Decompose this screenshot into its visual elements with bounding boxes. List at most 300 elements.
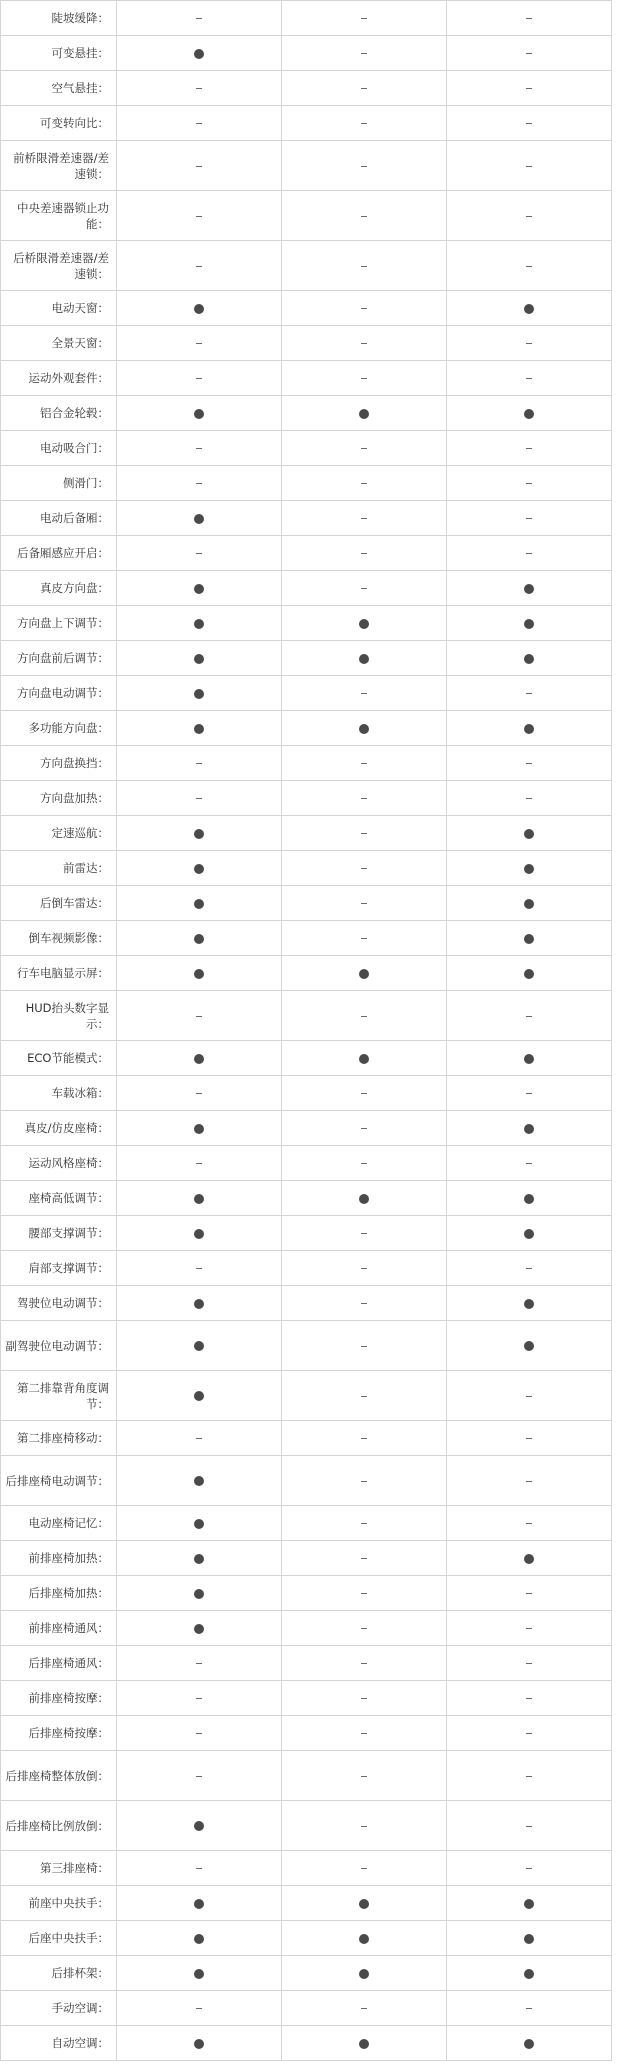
not-available-dash-icon <box>196 1868 202 1869</box>
not-available-dash-icon <box>526 18 532 19</box>
not-available-dash-icon <box>361 1628 367 1629</box>
not-available-dash-icon <box>361 88 367 89</box>
feature-value-cell <box>447 291 612 326</box>
table-row <box>1 1371 612 1421</box>
not-available-dash-icon <box>526 553 532 554</box>
feature-value-cell <box>282 1851 447 1886</box>
not-available-dash-icon <box>361 1233 367 1234</box>
table-row <box>1 141 612 191</box>
feature-label: 后倒车雷达： <box>1 886 117 921</box>
feature-value-cell <box>447 676 612 711</box>
standard-dot-icon <box>524 969 534 979</box>
feature-value-cell <box>282 191 447 241</box>
feature-label: 驾驶位电动调节： <box>1 1286 117 1321</box>
feature-value-cell <box>282 1371 447 1421</box>
not-available-dash-icon <box>526 1016 532 1017</box>
feature-label: 自动空调： <box>1 2026 117 2061</box>
not-available-dash-icon <box>361 123 367 124</box>
not-available-dash-icon <box>361 1868 367 1869</box>
feature-label: HUD抬头数字显示： <box>1 991 117 1041</box>
feature-value-cell <box>447 1956 612 1991</box>
table-row <box>1 1801 612 1851</box>
feature-value-cell <box>447 1716 612 1751</box>
standard-dot-icon <box>524 1554 534 1564</box>
feature-value-cell <box>282 1 447 36</box>
feature-value-cell <box>447 1611 612 1646</box>
standard-dot-icon <box>194 1821 204 1831</box>
feature-label: 后排座椅比例放倒： <box>1 1801 117 1851</box>
feature-value-cell <box>447 1801 612 1851</box>
standard-dot-icon <box>524 1194 534 1204</box>
feature-label: 前排座椅按摩： <box>1 1681 117 1716</box>
standard-dot-icon <box>524 864 534 874</box>
feature-label: 方向盘上下调节： <box>1 606 117 641</box>
standard-dot-icon <box>359 1934 369 1944</box>
feature-value-cell <box>117 1956 282 1991</box>
not-available-dash-icon <box>361 448 367 449</box>
not-available-dash-icon <box>196 123 202 124</box>
not-available-dash-icon <box>361 763 367 764</box>
feature-value-cell <box>447 1681 612 1716</box>
table-row <box>1 431 612 466</box>
feature-value-cell <box>447 641 612 676</box>
standard-dot-icon <box>359 1969 369 1979</box>
standard-dot-icon <box>524 1054 534 1064</box>
feature-label: 陡坡缓降： <box>1 1 117 36</box>
feature-value-cell <box>447 326 612 361</box>
standard-dot-icon <box>524 1341 534 1351</box>
feature-label: 后排座椅整体放倒： <box>1 1751 117 1801</box>
not-available-dash-icon <box>526 1776 532 1777</box>
feature-value-cell <box>117 921 282 956</box>
feature-value-cell <box>282 676 447 711</box>
feature-value-cell <box>282 851 447 886</box>
feature-value-cell <box>282 1646 447 1681</box>
not-available-dash-icon <box>526 1481 532 1482</box>
feature-value-cell <box>117 1111 282 1146</box>
feature-value-cell <box>117 641 282 676</box>
not-available-dash-icon <box>526 448 532 449</box>
standard-dot-icon <box>524 584 534 594</box>
table-row <box>1 1541 612 1576</box>
standard-dot-icon <box>194 1624 204 1634</box>
feature-label: 前座中央扶手： <box>1 1886 117 1921</box>
feature-value-cell <box>117 1646 282 1681</box>
not-available-dash-icon <box>361 1593 367 1594</box>
feature-value-cell <box>282 1886 447 1921</box>
feature-value-cell <box>117 141 282 191</box>
feature-value-cell <box>117 1751 282 1801</box>
table-row <box>1 1421 612 1456</box>
standard-dot-icon <box>194 829 204 839</box>
feature-label: 后桥限滑差速器/差速锁： <box>1 241 117 291</box>
feature-value-cell <box>447 431 612 466</box>
feature-value-cell <box>117 991 282 1041</box>
not-available-dash-icon <box>526 1663 532 1664</box>
standard-dot-icon <box>194 409 204 419</box>
feature-value-cell <box>282 1801 447 1851</box>
standard-dot-icon <box>194 1589 204 1599</box>
feature-value-cell <box>447 1076 612 1111</box>
not-available-dash-icon <box>196 763 202 764</box>
table-row <box>1 816 612 851</box>
feature-value-cell <box>117 1371 282 1421</box>
table-row <box>1 241 612 291</box>
feature-value-cell <box>447 1541 612 1576</box>
feature-value-cell <box>117 1041 282 1076</box>
feature-label: 多功能方向盘： <box>1 711 117 746</box>
not-available-dash-icon <box>361 1698 367 1699</box>
not-available-dash-icon <box>361 1268 367 1269</box>
feature-value-cell <box>282 606 447 641</box>
standard-dot-icon <box>359 969 369 979</box>
table-row <box>1 1681 612 1716</box>
table-row <box>1 291 612 326</box>
not-available-dash-icon <box>361 1733 367 1734</box>
not-available-dash-icon <box>361 1438 367 1439</box>
not-available-dash-icon <box>196 378 202 379</box>
feature-label: 电动吸合门： <box>1 431 117 466</box>
table-row <box>1 361 612 396</box>
not-available-dash-icon <box>196 1093 202 1094</box>
feature-label: ECO节能模式： <box>1 1041 117 1076</box>
not-available-dash-icon <box>361 1776 367 1777</box>
feature-label: 电动后备厢： <box>1 501 117 536</box>
feature-label: 肩部支撑调节： <box>1 1251 117 1286</box>
table-row <box>1 571 612 606</box>
not-available-dash-icon <box>361 693 367 694</box>
table-row <box>1 1956 612 1991</box>
not-available-dash-icon <box>361 483 367 484</box>
feature-label: 后排座椅加热： <box>1 1576 117 1611</box>
not-available-dash-icon <box>526 123 532 124</box>
feature-value-cell <box>447 1991 612 2026</box>
feature-value-cell <box>117 1681 282 1716</box>
feature-value-cell <box>117 1921 282 1956</box>
feature-value-cell <box>282 1576 447 1611</box>
not-available-dash-icon <box>361 1396 367 1397</box>
standard-dot-icon <box>194 1519 204 1529</box>
feature-value-cell <box>282 361 447 396</box>
table-row <box>1 1576 612 1611</box>
table-row <box>1 501 612 536</box>
feature-value-cell <box>282 641 447 676</box>
not-available-dash-icon <box>361 1481 367 1482</box>
feature-value-cell <box>447 1646 612 1681</box>
not-available-dash-icon <box>361 938 367 939</box>
not-available-dash-icon <box>196 18 202 19</box>
standard-dot-icon <box>194 899 204 909</box>
table-row <box>1 71 612 106</box>
not-available-dash-icon <box>196 2008 202 2009</box>
feature-value-cell <box>117 571 282 606</box>
table-row <box>1 956 612 991</box>
feature-label: 车载冰箱： <box>1 1076 117 1111</box>
table-row <box>1 851 612 886</box>
feature-value-cell <box>447 1146 612 1181</box>
feature-value-cell <box>447 106 612 141</box>
standard-dot-icon <box>194 1124 204 1134</box>
not-available-dash-icon <box>526 483 532 484</box>
feature-value-cell <box>447 921 612 956</box>
not-available-dash-icon <box>526 1733 532 1734</box>
feature-value-cell <box>447 1251 612 1286</box>
not-available-dash-icon <box>361 53 367 54</box>
standard-dot-icon <box>194 1476 204 1486</box>
feature-value-cell <box>117 1076 282 1111</box>
standard-dot-icon <box>524 409 534 419</box>
feature-label: 后排座椅电动调节： <box>1 1456 117 1506</box>
not-available-dash-icon <box>526 216 532 217</box>
standard-dot-icon <box>524 1124 534 1134</box>
feature-value-cell <box>447 781 612 816</box>
feature-value-cell <box>282 36 447 71</box>
feature-value-cell <box>447 191 612 241</box>
feature-label: 方向盘前后调节： <box>1 641 117 676</box>
table-row <box>1 326 612 361</box>
feature-label: 第二排靠背角度调节： <box>1 1371 117 1421</box>
not-available-dash-icon <box>196 1776 202 1777</box>
table-row <box>1 1851 612 1886</box>
table-row <box>1 1 612 36</box>
feature-value-cell <box>447 886 612 921</box>
standard-dot-icon <box>194 969 204 979</box>
feature-value-cell <box>117 711 282 746</box>
feature-value-cell <box>117 1251 282 1286</box>
table-row <box>1 36 612 71</box>
not-available-dash-icon <box>526 518 532 519</box>
feature-value-cell <box>117 466 282 501</box>
not-available-dash-icon <box>361 833 367 834</box>
feature-value-cell <box>282 1216 447 1251</box>
feature-label: 行车电脑显示屏： <box>1 956 117 991</box>
feature-value-cell <box>282 106 447 141</box>
not-available-dash-icon <box>361 18 367 19</box>
feature-value-cell <box>447 1421 612 1456</box>
standard-dot-icon <box>194 1554 204 1564</box>
feature-value-cell <box>447 71 612 106</box>
table-row <box>1 921 612 956</box>
standard-dot-icon <box>359 1054 369 1064</box>
standard-dot-icon <box>194 654 204 664</box>
not-available-dash-icon <box>526 1628 532 1629</box>
feature-value-cell <box>282 956 447 991</box>
feature-value-cell <box>117 326 282 361</box>
feature-value-cell <box>117 536 282 571</box>
not-available-dash-icon <box>361 1346 367 1347</box>
standard-dot-icon <box>524 1229 534 1239</box>
feature-value-cell <box>447 2026 612 2061</box>
not-available-dash-icon <box>361 1163 367 1164</box>
feature-value-cell <box>447 396 612 431</box>
feature-value-cell <box>447 1286 612 1321</box>
feature-value-cell <box>117 816 282 851</box>
table-row <box>1 466 612 501</box>
not-available-dash-icon <box>196 216 202 217</box>
feature-label: 方向盘换挡： <box>1 746 117 781</box>
standard-dot-icon <box>359 654 369 664</box>
feature-value-cell <box>282 991 447 1041</box>
standard-dot-icon <box>524 934 534 944</box>
table-row <box>1 711 612 746</box>
feature-value-cell <box>117 241 282 291</box>
not-available-dash-icon <box>361 868 367 869</box>
not-available-dash-icon <box>526 266 532 267</box>
not-available-dash-icon <box>361 343 367 344</box>
feature-value-cell <box>282 1251 447 1286</box>
standard-dot-icon <box>524 304 534 314</box>
not-available-dash-icon <box>526 1438 532 1439</box>
standard-dot-icon <box>359 724 369 734</box>
feature-label: 电动座椅记忆： <box>1 1506 117 1541</box>
feature-value-cell <box>447 571 612 606</box>
feature-label: 前排座椅加热： <box>1 1541 117 1576</box>
feature-value-cell <box>117 1991 282 2026</box>
table-row <box>1 1611 612 1646</box>
table-row <box>1 1111 612 1146</box>
standard-dot-icon <box>194 514 204 524</box>
standard-dot-icon <box>524 654 534 664</box>
feature-value-cell <box>447 1321 612 1371</box>
feature-label: 中央差速器锁止功能： <box>1 191 117 241</box>
not-available-dash-icon <box>196 343 202 344</box>
feature-value-cell <box>117 606 282 641</box>
standard-dot-icon <box>194 864 204 874</box>
feature-value-cell <box>282 1146 447 1181</box>
feature-label: 副驾驶位电动调节： <box>1 1321 117 1371</box>
not-available-dash-icon <box>361 1128 367 1129</box>
not-available-dash-icon <box>361 588 367 589</box>
table-row <box>1 536 612 571</box>
feature-value-cell <box>447 991 612 1041</box>
not-available-dash-icon <box>526 343 532 344</box>
feature-value-cell <box>117 36 282 71</box>
not-available-dash-icon <box>361 2008 367 2009</box>
feature-value-cell <box>447 711 612 746</box>
feature-label: 侧滑门： <box>1 466 117 501</box>
table-row <box>1 1146 612 1181</box>
feature-value-cell <box>117 1286 282 1321</box>
not-available-dash-icon <box>526 798 532 799</box>
feature-value-cell <box>447 606 612 641</box>
not-available-dash-icon <box>526 1396 532 1397</box>
not-available-dash-icon <box>361 308 367 309</box>
table-row <box>1 676 612 711</box>
feature-value-cell <box>282 536 447 571</box>
feature-label: 方向盘加热： <box>1 781 117 816</box>
not-available-dash-icon <box>196 166 202 167</box>
not-available-dash-icon <box>361 518 367 519</box>
feature-value-cell <box>282 241 447 291</box>
feature-value-cell <box>282 1421 447 1456</box>
not-available-dash-icon <box>196 483 202 484</box>
standard-dot-icon <box>524 1934 534 1944</box>
feature-label: 后备厢感应开启： <box>1 536 117 571</box>
feature-value-cell <box>117 1146 282 1181</box>
feature-value-cell <box>117 2026 282 2061</box>
not-available-dash-icon <box>526 1268 532 1269</box>
feature-value-cell <box>117 676 282 711</box>
feature-label: 腰部支撑调节： <box>1 1216 117 1251</box>
not-available-dash-icon <box>361 1523 367 1524</box>
feature-value-cell <box>447 1506 612 1541</box>
standard-dot-icon <box>194 1934 204 1944</box>
standard-dot-icon <box>194 1341 204 1351</box>
feature-value-cell <box>117 1 282 36</box>
feature-label: 真皮方向盘： <box>1 571 117 606</box>
feature-value-cell <box>282 431 447 466</box>
not-available-dash-icon <box>196 88 202 89</box>
feature-value-cell <box>447 1886 612 1921</box>
feature-value-cell <box>117 1216 282 1251</box>
standard-dot-icon <box>359 409 369 419</box>
feature-value-cell <box>282 396 447 431</box>
feature-value-cell <box>117 886 282 921</box>
feature-value-cell <box>282 466 447 501</box>
standard-dot-icon <box>524 619 534 629</box>
feature-value-cell <box>282 921 447 956</box>
feature-value-cell <box>447 1181 612 1216</box>
feature-value-cell <box>117 1321 282 1371</box>
feature-value-cell <box>447 141 612 191</box>
not-available-dash-icon <box>526 1826 532 1827</box>
feature-label: 前雷达： <box>1 851 117 886</box>
not-available-dash-icon <box>361 798 367 799</box>
standard-dot-icon <box>194 1054 204 1064</box>
not-available-dash-icon <box>196 1698 202 1699</box>
feature-value-cell <box>447 361 612 396</box>
standard-dot-icon <box>194 304 204 314</box>
not-available-dash-icon <box>526 763 532 764</box>
not-available-dash-icon <box>361 266 367 267</box>
feature-value-cell <box>447 1216 612 1251</box>
feature-value-cell <box>447 1851 612 1886</box>
table-row <box>1 991 612 1041</box>
feature-value-cell <box>447 1371 612 1421</box>
feature-value-cell <box>117 396 282 431</box>
table-row <box>1 1921 612 1956</box>
standard-dot-icon <box>524 724 534 734</box>
table-row <box>1 396 612 431</box>
feature-value-cell <box>282 326 447 361</box>
not-available-dash-icon <box>361 1303 367 1304</box>
not-available-dash-icon <box>361 1663 367 1664</box>
not-available-dash-icon <box>361 378 367 379</box>
standard-dot-icon <box>524 1969 534 1979</box>
not-available-dash-icon <box>196 266 202 267</box>
not-available-dash-icon <box>526 1523 532 1524</box>
feature-label: 后排座椅通风： <box>1 1646 117 1681</box>
feature-value-cell <box>282 1286 447 1321</box>
feature-value-cell <box>447 1921 612 1956</box>
feature-value-cell <box>282 711 447 746</box>
feature-value-cell <box>117 781 282 816</box>
feature-label: 方向盘电动调节： <box>1 676 117 711</box>
table-row <box>1 106 612 141</box>
table-row <box>1 1456 612 1506</box>
not-available-dash-icon <box>196 1016 202 1017</box>
standard-dot-icon <box>194 934 204 944</box>
not-available-dash-icon <box>361 553 367 554</box>
table-row <box>1 1886 612 1921</box>
feature-label: 电动天窗： <box>1 291 117 326</box>
feature-label: 倒车视频影像： <box>1 921 117 956</box>
not-available-dash-icon <box>526 53 532 54</box>
standard-dot-icon <box>194 2039 204 2049</box>
feature-value-cell <box>117 1506 282 1541</box>
feature-label: 可变转向比： <box>1 106 117 141</box>
feature-label: 第二排座椅移动： <box>1 1421 117 1456</box>
